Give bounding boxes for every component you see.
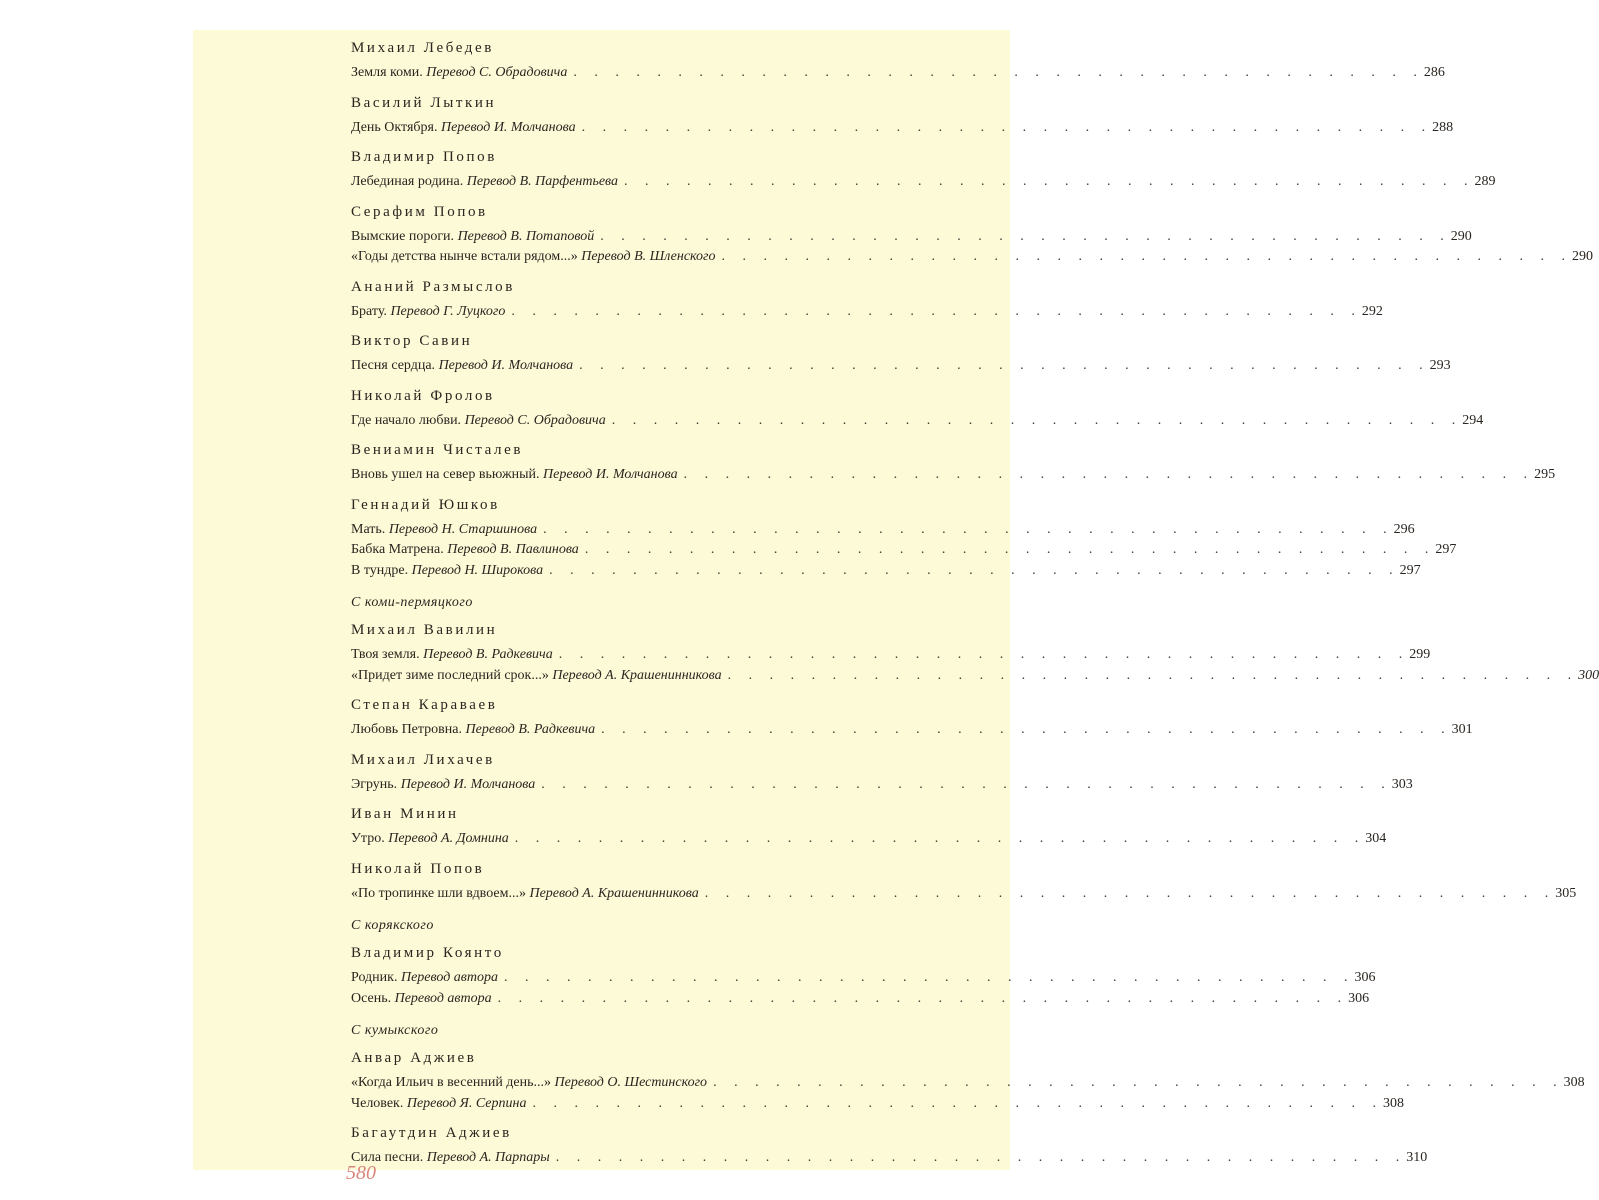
work-title: Любовь Петровна. [351, 722, 463, 737]
translator-credit: Перевод А. Парпары [426, 1150, 550, 1165]
work-title: «По тропинке шли вдвоем...» [351, 885, 526, 901]
work-title: Брату. [351, 303, 387, 319]
toc-entry [351, 645, 1431, 666]
toc-entry [351, 720, 1473, 741]
dot-leader: . . . . . . . . . . . . . . . . . . . . . . . . . . . . . . . . . . . . . . . . . [721, 249, 1573, 264]
author-name: Серафим Попов [351, 203, 488, 220]
translator-credit: Перевод С. Обрадовича [426, 65, 568, 80]
translator-credit: Перевод И. Молчанова [440, 119, 576, 135]
translator-credit: Перевод автора [394, 990, 492, 1006]
work-title: «Когда Ильич в весенний день...» [351, 1075, 552, 1090]
author-name: Степан Караваев [351, 697, 498, 713]
translator-credit: Перевод В. Радкевича [465, 722, 596, 737]
work-title: «Годы детства нынче встали рядом...» [351, 249, 578, 264]
language-section-heading: С корякского [351, 918, 434, 933]
work-title: Твоя земля. [351, 647, 420, 662]
author-name: Николай Фролов [351, 387, 495, 404]
page-ref: 308 [1382, 1095, 1404, 1111]
author-name: Михаил Лебедев [351, 40, 494, 56]
work-title: Вымские пороги. [351, 228, 455, 244]
toc-entry [351, 540, 1457, 561]
dot-leader: . . . . . . . . . . . . . . . . . . . . . . . . . . . . . . . . . . . . . . . . . [611, 412, 1463, 428]
work-title: Песня сердца. [351, 358, 436, 373]
page-ref: 297 [1435, 542, 1457, 557]
page-ref: 295 [1534, 467, 1556, 482]
work-title: Бабка Матрена. [351, 542, 444, 557]
translator-credit: Перевод И. Молчанова [400, 776, 536, 792]
page-ref: 296 [1393, 521, 1415, 537]
translator-credit: Перевод В. Парфентьева [466, 174, 619, 189]
translator-credit: Перевод В. Шленского [581, 249, 716, 264]
dot-leader: . . . . . . . . . . . . . . . . . . . . . . . . . . . . . . . . . . . . . . . . . [532, 1095, 1383, 1111]
translator-credit: Перевод А. Крашенинникова [552, 667, 722, 683]
dot-leader: . . . . . . . . . . . . . . . . . . . . . . . . . . . . . . . . . . . . . . . . . [558, 647, 1410, 662]
translator-credit: Перевод А. Домнина [388, 831, 509, 846]
page-ref: 292 [1361, 303, 1383, 319]
page-ref: 306 [1348, 990, 1370, 1006]
translator-credit: Перевод О. Шестинского [554, 1075, 708, 1090]
page-ref: 294 [1462, 412, 1484, 428]
dot-leader: . . . . . . . . . . . . . . . . . . . . . . . . . . . . . . . . . . . . . . . . . [555, 1150, 1407, 1165]
dot-leader: . . . . . . . . . . . . . . . . . . . . . . . . . . . . . . . . . . . . . . . . . [581, 119, 1433, 135]
author-name: Анвар Аджиев [351, 1050, 477, 1066]
dot-leader: . . . . . . . . . . . . . . . . . . . . . . . . . . . . . . . . . . . . . . . . . [541, 776, 1392, 792]
toc-entry [351, 356, 1451, 377]
translator-credit: Перевод Г. Луцкого [390, 303, 506, 319]
toc-entry [351, 829, 1387, 850]
author-name: Виктор Савин [351, 333, 473, 349]
toc-entry [351, 989, 1370, 1010]
dot-leader: . . . . . . . . . . . . . . . . . . . . . . . . . . . . . . . . . . . . . . . . . [601, 722, 1452, 737]
work-title: Осень. [351, 990, 392, 1006]
toc-entry [351, 775, 1413, 796]
dot-leader: . . . . . . . . . . . . . . . . . . . . . . . . . . . . . . . . . . . . . . . . . [549, 562, 1400, 578]
toc-entry [351, 411, 1484, 432]
page-ref: 286 [1423, 65, 1445, 80]
work-title: Где начало любви. [351, 412, 462, 428]
dot-leader: . . . . . . . . . . . . . . . . . . . . . . . . . . . . . . . . . . . . . . . . . [514, 831, 1366, 846]
page-ref: 289 [1474, 174, 1496, 189]
author-name: Ананий Размыслов [351, 278, 515, 295]
translator-credit: Перевод В. Радкевича [423, 647, 553, 662]
page-ref: 303 [1391, 776, 1413, 792]
toc-entry [351, 968, 1376, 989]
toc-entry [351, 1148, 1428, 1169]
toc-entry [351, 1073, 1585, 1094]
page-ref: 290 [1450, 228, 1472, 244]
dot-leader: . . . . . . . . . . . . . . . . . . . . . . . . . . . . . . . . . . . . . . . . . [683, 467, 1535, 482]
dot-leader: . . . . . . . . . . . . . . . . . . . . . . . . . . . . . . . . . . . . . . . . . [543, 521, 1394, 537]
page-ref: 290 [1572, 249, 1594, 264]
dot-leader: . . . . . . . . . . . . . . . . . . . . . . . . . . . . . . . . . . . . . . . . . [727, 667, 1579, 683]
work-title: Утро. [351, 831, 385, 846]
author-name: Владимир Попов [351, 149, 497, 165]
work-title: День Октября. [351, 119, 438, 135]
language-section-heading: С кумыкского [351, 1023, 439, 1038]
work-title: «Придет зиме последний срок...» [351, 667, 549, 683]
toc-entry [351, 302, 1383, 323]
dot-leader: . . . . . . . . . . . . . . . . . . . . . . . . . . . . . . . . . . . . . . . . . [600, 228, 1451, 244]
dot-leader: . . . . . . . . . . . . . . . . . . . . . . . . . . . . . . . . . . . . . . . . . [497, 990, 1349, 1006]
toc-entry [351, 172, 1496, 193]
author-name: Василий Лыткин [351, 94, 497, 111]
dot-leader: . . . . . . . . . . . . . . . . . . . . . . . . . . . . . . . . . . . . . . . . . [573, 65, 1424, 80]
translator-credit: Перевод автора [400, 970, 498, 985]
page-number: 580 [346, 1162, 376, 1184]
toc-entry [351, 1094, 1404, 1115]
toc-entry [351, 520, 1415, 541]
dot-leader: . . . . . . . . . . . . . . . . . . . . . . . . . . . . . . . . . . . . . . . . . [579, 358, 1430, 373]
dot-leader: . . . . . . . . . . . . . . . . . . . . . . . . . . . . . . . . . . . . . . . . . [704, 885, 1556, 901]
toc-entry [351, 666, 1599, 687]
toc-entry [351, 561, 1421, 582]
author-name: Вениамин Чисталев [351, 442, 524, 458]
author-name: Геннадий Юшков [351, 496, 500, 513]
translator-credit: Перевод В. Потаповой [457, 228, 595, 244]
page-ref: 293 [1429, 358, 1451, 373]
dot-leader: . . . . . . . . . . . . . . . . . . . . . . . . . . . . . . . . . . . . . . . . . [503, 970, 1355, 985]
work-title: Лебединая родина. [351, 174, 464, 189]
translator-credit: Перевод В. Павлинова [447, 542, 579, 557]
page-ref: 310 [1406, 1150, 1428, 1165]
work-title: Эгрунь. [351, 776, 398, 792]
table-of-contents [351, 38, 1599, 1169]
work-title: Вновь ушел на север вьюжный. [351, 467, 540, 482]
toc-entry [351, 247, 1594, 268]
book-page [193, 30, 1599, 1184]
page-ref: 305 [1555, 885, 1577, 901]
author-name: Иван Минин [351, 806, 459, 822]
page-ref: 297 [1399, 562, 1421, 578]
toc-entry [351, 227, 1472, 248]
language-section-heading: С коми-пермяцкого [351, 595, 473, 610]
dot-leader: . . . . . . . . . . . . . . . . . . . . . . . . . . . . . . . . . . . . . . . . . [511, 303, 1362, 319]
page-ref: 299 [1409, 647, 1431, 662]
dot-leader: . . . . . . . . . . . . . . . . . . . . . . . . . . . . . . . . . . . . . . . . . [624, 174, 1475, 189]
page-ref: 304 [1365, 831, 1387, 846]
page-ref: 301 [1451, 722, 1473, 737]
translator-credit: Перевод И. Молчанова [438, 358, 574, 373]
translator-credit: Перевод С. Обрадовича [464, 412, 606, 428]
dot-leader: . . . . . . . . . . . . . . . . . . . . . . . . . . . . . . . . . . . . . . . . . [584, 542, 1436, 557]
page-ref: 306 [1354, 970, 1376, 985]
author-name: Михаил Вавилин [351, 622, 498, 638]
translator-credit: Перевод Я. Серпина [406, 1095, 527, 1111]
toc-entry [351, 465, 1556, 486]
translator-credit: Перевод Н. Старшинова [388, 521, 538, 537]
page-ref: 288 [1432, 119, 1454, 135]
toc-entry [351, 63, 1445, 84]
work-title: Родник. [351, 970, 398, 985]
toc-entry [351, 118, 1454, 139]
work-title: Земля коми. [351, 65, 423, 80]
translator-credit: Перевод А. Крашенинникова [529, 885, 699, 901]
work-title: В тундре. [351, 562, 409, 578]
page-ref: 308 [1563, 1075, 1585, 1090]
toc-entry [351, 884, 1577, 905]
dot-leader: . . . . . . . . . . . . . . . . . . . . . . . . . . . . . . . . . . . . . . . . . [713, 1075, 1564, 1090]
author-name: Багаутдин Аджиев [351, 1125, 512, 1141]
work-title: Мать. [351, 521, 386, 537]
work-title: Сила песни. [351, 1150, 424, 1165]
author-name: Николай Попов [351, 860, 485, 877]
author-name: Владимир Коянто [351, 945, 504, 961]
translator-credit: Перевод И. Молчанова [543, 467, 678, 482]
translator-credit: Перевод Н. Широкова [411, 562, 544, 578]
author-name: Михаил Лихачев [351, 751, 495, 768]
work-title: Человек. [351, 1095, 404, 1111]
page-ref: 300 [1578, 667, 1599, 683]
